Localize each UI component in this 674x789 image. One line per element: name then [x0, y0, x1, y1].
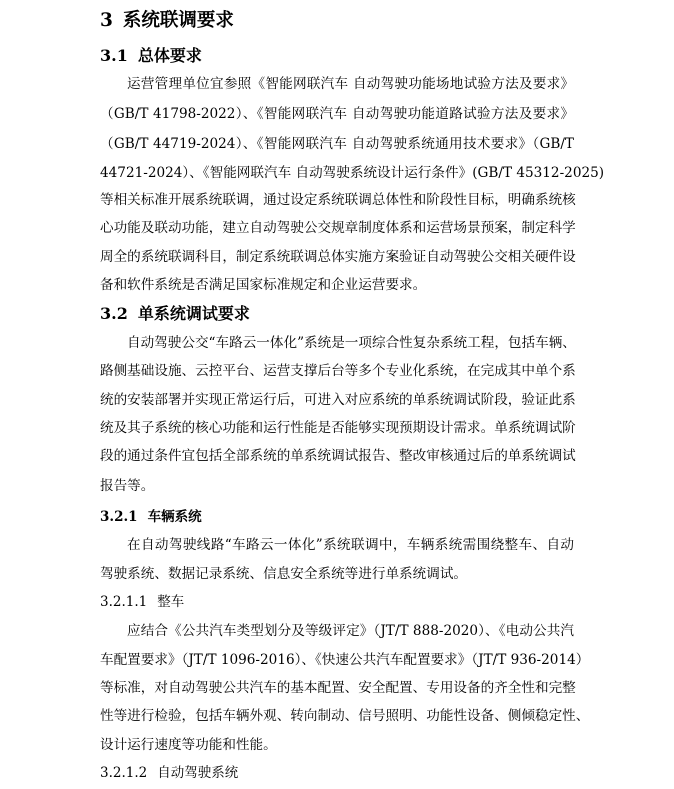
subsection-heading-3-2-1-1 [100, 592, 184, 612]
section-number: 3 [100, 10, 113, 31]
paragraph-line: 车配置要求》（JT/T 1096-2016）、《快速公共汽车配置要求》（JT/T 936-2014） [100, 652, 590, 668]
subsection-number: 3.2.1 [100, 509, 138, 525]
paragraph-line: 应结合《公共汽车类型划分及等级评定》（JT/T 888-2020）、《电动公共汽 [127, 623, 574, 639]
subsection-heading-3-2 [100, 303, 250, 325]
section-heading [100, 8, 234, 34]
paragraph-line: 在自动驾驶线路“车路云一体化”系统联调中，车辆系统需围绕整车、自动 [127, 537, 574, 553]
paragraph-line: 报告等。 [100, 478, 155, 494]
paragraph-line: 等相关标准开展系统联调，通过设定系统联调总体性和阶段性目标，明确系统核 [100, 192, 576, 208]
paragraph-line: 性等进行检验，包括车辆外观、转向制动、信号照明、功能性设备、侧倾稳定性、 [100, 708, 590, 724]
paragraph-line: 自动驾驶公交“车路云一体化”系统是一项综合性复杂系统工程，包括车辆、 [127, 335, 576, 351]
subsection-number: 3.1 [100, 46, 128, 65]
paragraph-line: 设计运行速度等功能和性能。 [100, 737, 277, 753]
subsection-number: 3.2.1.2 [100, 765, 148, 781]
subsection-title: 车辆系统 [147, 509, 202, 525]
paragraph-line: 段的通过条件宜包括全部系统的单系统调试报告、整改审核通过后的单系统调试 [100, 448, 576, 464]
paragraph-line: （GB/T 41798-2022）、《智能网联汽车 自动驾驶功能道路试验方法及要求》 [100, 106, 574, 122]
paragraph-line: 周全的系统联调科目，制定系统联调总体实施方案验证自动驾驶公交相关硬件设 [100, 249, 576, 265]
paragraph-line: 统及其子系统的核心功能和运行性能是否能够实现预期设计需求。单系统调试阶 [100, 420, 576, 436]
subsection-title: 自动驾驶系统 [157, 765, 239, 781]
subsection-heading-3-2-1 [100, 507, 202, 527]
paragraph-line: 44721-2024）、《智能网联汽车 自动驾驶系统设计运行条件》(GB/T 45312-2025) [100, 165, 605, 181]
subsection-number: 3.2.1.1 [100, 594, 148, 610]
paragraph-line: 等标准，对自动驾驶公共汽车的基本配置、安全配置、专用设备的齐全性和完整 [100, 680, 576, 696]
subsection-number: 3.2 [100, 304, 128, 323]
paragraph-line: 统的安装部署并实现正常运行后，可进入对应系统的单系统调试阶段，验证此系 [100, 392, 576, 408]
paragraph-line: 备和软件系统是否满足国家标准规定和企业运营要求。 [100, 277, 427, 293]
paragraph-line: 驾驶系统、数据记录系统、信息安全系统等进行单系统调试。 [100, 566, 468, 582]
section-title: 系统联调要求 [122, 10, 234, 31]
subsection-title: 总体要求 [137, 46, 202, 65]
paragraph-line: （GB/T 44719-2024）、《智能网联汽车 自动驾驶系统通用技术要求》（GB/T [100, 136, 574, 152]
subsection-title: 单系统调试要求 [137, 304, 250, 323]
paragraph-line: 心功能及联动功能，建立自动驾驶公交规章制度体系和运营场景预案，制定科学 [100, 220, 576, 236]
paragraph-line: 路侧基础设施、云控平台、运营支撑后台等多个专业化系统，在完成其中单个系 [100, 363, 576, 379]
paragraph-line: 运营管理单位宜参照《智能网联汽车 自动驾驶功能场地试验方法及要求》 [127, 76, 574, 92]
subsection-title: 整车 [157, 594, 185, 610]
subsection-heading-3-2-1-2 [100, 763, 238, 783]
subsection-heading-3-1 [100, 45, 202, 67]
